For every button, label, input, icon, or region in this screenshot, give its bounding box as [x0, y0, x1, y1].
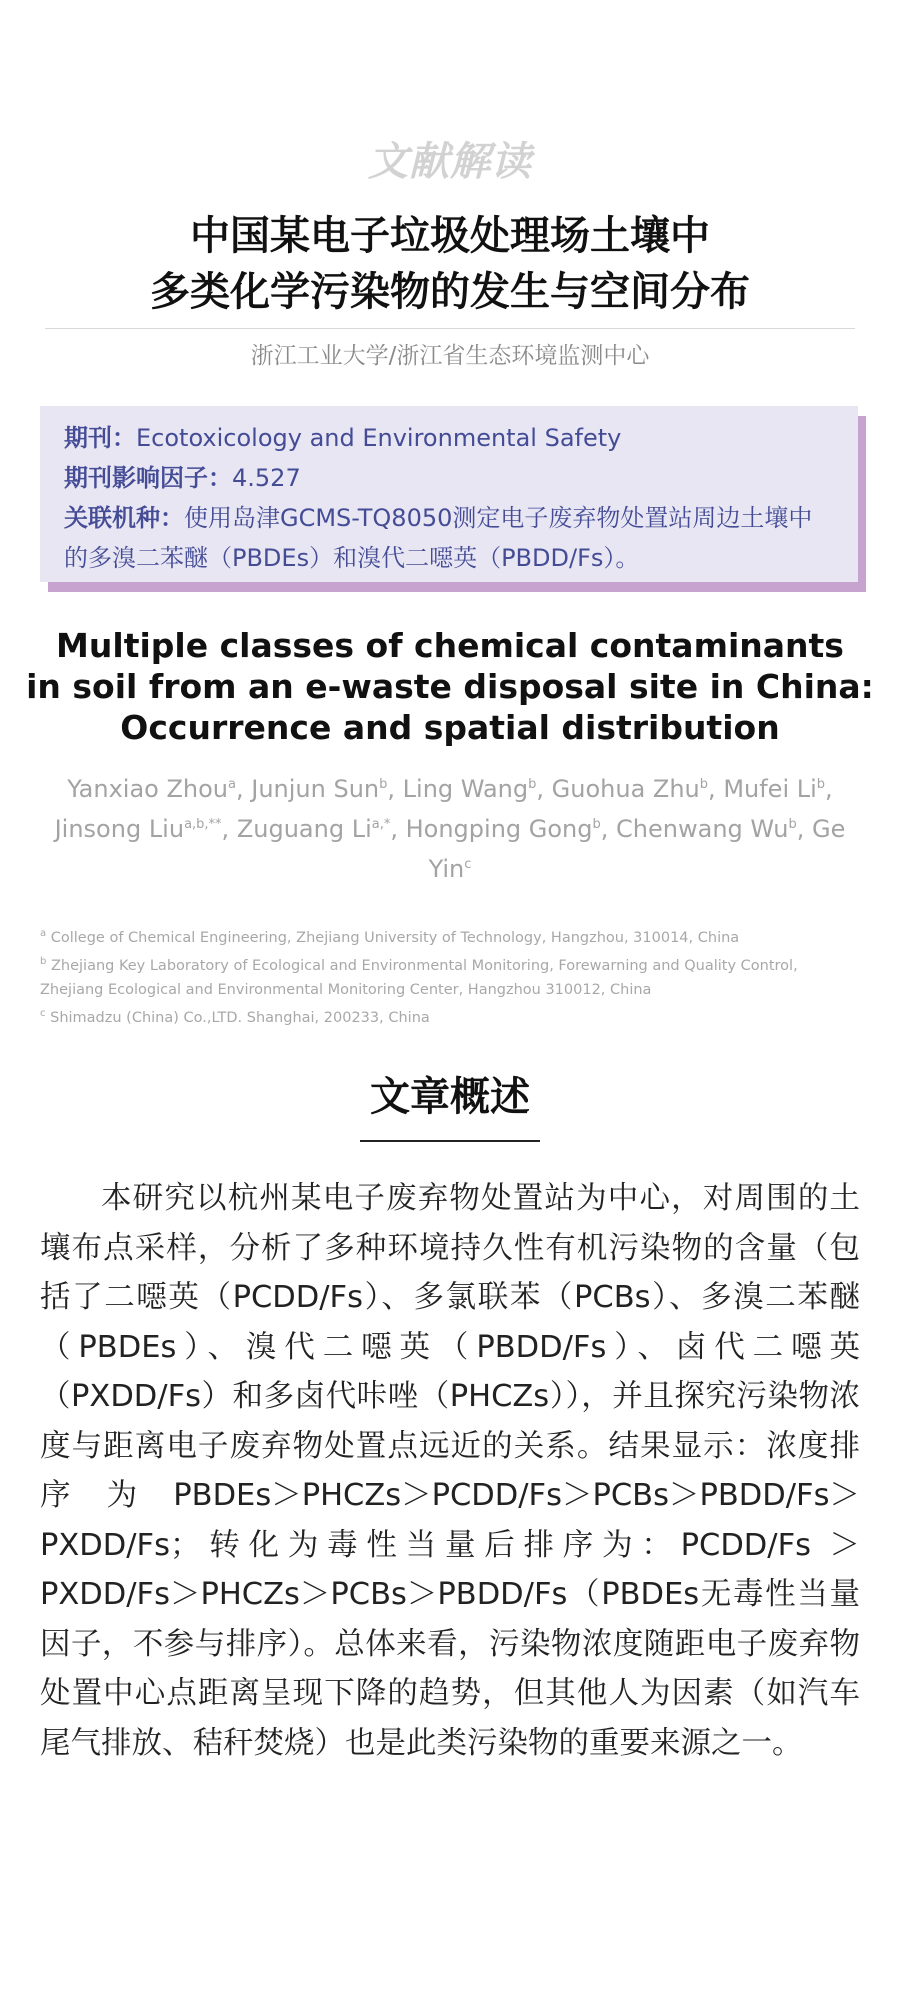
author-name: [723, 775, 825, 803]
author-affiliation-mark: b: [816, 777, 826, 792]
affiliation-mark: b: [40, 955, 47, 967]
affiliation-cn: 浙江工业大学/浙江省生态环境监测中心: [250, 343, 650, 369]
author-text: Jinsong Liu: [54, 815, 185, 843]
instrument-row-continued: 的多溴二苯醚（PBDEs）和溴代二噁英（PBDD/Fs）。: [64, 544, 640, 572]
section-underline: [360, 1140, 540, 1142]
author-text: Mufei Li: [723, 775, 817, 803]
author-affiliation-mark: c: [464, 857, 472, 872]
affiliation-mark: c: [40, 1007, 46, 1019]
affiliation-text: Zhejiang Key Laboratory of Ecological and Environmental Monitoring, Forewarning and Quality Control,: [50, 957, 798, 974]
instrument-row: [64, 498, 858, 538]
author-name: [552, 775, 708, 803]
impact-label: 期刊影响因子：: [64, 464, 232, 492]
affiliation-line: [40, 922, 880, 950]
journal-label: 期刊：: [64, 424, 136, 452]
paper-title: [0, 625, 900, 748]
author-text: Zuguang Li: [236, 815, 372, 843]
paper-title-line: in soil from an e-waste disposal site in China:: [26, 667, 874, 706]
author-affiliation-mark: b: [592, 817, 601, 832]
divider: [45, 328, 855, 329]
paper-title-line: Occurrence and spatial distribution: [120, 708, 780, 747]
affiliation-line: [40, 1002, 880, 1030]
page-title: [0, 208, 900, 320]
affiliation-text: Shimadzu (China) Co.,LTD. Shanghai, 200233, China: [50, 1009, 430, 1026]
author-affiliation-mark: b: [788, 817, 797, 832]
author-affiliation-mark: a,*: [371, 817, 391, 832]
impact-row: [64, 458, 858, 498]
author-name: [616, 815, 797, 843]
section-title: 文章概述: [370, 1074, 530, 1120]
overview-body: 本研究以杭州某电子废弃物处置站为中心，对周围的土壤布点采样，分析了多种环境持久性有机污染物的含量（包括了二噁英（PCDD/Fs）、多氯联苯（PCBs）、多溴二苯醚（PBDEs）、溴代二噁英（PBDD/Fs）、卤代二噁英（PXDD/Fs）和多卤代咔唑（PHCZs）），并且探究污染物浓度与距离电子废弃物处置点远近的关系。结果显示：浓度排序为PBDEs＞PHCZs＞PCDD/Fs＞PCBs＞PBDD/Fs＞PXDD/Fs；转化为毒性当量后排序为：PCDD/Fs ＞ PXDD/Fs＞PHCZs＞PCBs＞PBDD/Fs（PBDEs无毒性当量因子，不参与排序）。总体来看，污染物浓度随距电子废弃物处置中心点距离呈现下降的趋势，但其他人为因素（如汽车尾气排放、秸秆焚烧）也是此类污染物的重要来源之一。: [40, 1181, 860, 1761]
author-text: Ge Yin: [428, 815, 846, 883]
paper-title-line: Multiple classes of chemical contaminants: [56, 626, 844, 665]
instrument-value: 使用岛津GCMS-TQ8050测定电子废弃物处置站周边土壤中: [184, 504, 813, 532]
author-name: [403, 775, 537, 803]
author-list: Yanxiao Zhou$^a$, Junjun Sun$^b$, Ling Wang$^b$, Guohua Zhu$^b$, Mufei Li$^b$, Jinsong Liu$^{a,b,**}$, Zuguang $Li^{a,*}$, Hongping Gong$^b$, Chenwang Wu$^b$, Ge Yin$^c$: [54, 775, 846, 883]
author-text: Junjun Sun: [251, 775, 380, 803]
author-name: [67, 775, 236, 803]
author-name: [251, 775, 387, 803]
author-name: [406, 815, 601, 843]
author-text: Hongping Gong: [405, 815, 593, 843]
instrument-label: 关联机种：: [64, 504, 184, 532]
impact-value: 4.527: [232, 464, 301, 492]
affiliation-text: College of Chemical Engineering, Zhejiang University of Technology, Hangzhou, 310014, China: [50, 929, 740, 946]
author-name: [55, 815, 222, 843]
author-text: Ling Wang: [402, 775, 529, 803]
affiliation-text: Zhejiang Ecological and Environmental Monitoring Center, Hangzhou 310012, China: [40, 981, 652, 998]
journal-row: [64, 418, 858, 458]
affiliation-list: [40, 922, 880, 1029]
affiliation-line: [40, 950, 880, 978]
title-line: 中国某电子垃圾处理场土壤中: [190, 213, 710, 259]
author-affiliation-mark: b: [699, 777, 709, 792]
author-affiliation-mark: a,b,**: [184, 817, 222, 832]
affiliation-mark: a: [40, 928, 47, 939]
author-text: Guohua Zhu: [551, 775, 700, 803]
affiliation-line: [40, 978, 880, 1002]
author-text: Chenwang Wu: [616, 815, 789, 843]
title-line: 多类化学污染物的发生与空间分布: [150, 269, 750, 315]
author-affiliation-mark: b: [528, 777, 537, 792]
kicker-label: 文献解读: [368, 139, 532, 185]
info-box: [40, 406, 858, 582]
author-name: [237, 815, 391, 843]
author-affiliation-mark: a: [228, 777, 236, 792]
author-text: Yanxiao Zhou: [67, 775, 229, 803]
journal-value: Ecotoxicology and Environmental Safety: [136, 424, 622, 452]
author-affiliation-mark: b: [379, 777, 388, 792]
